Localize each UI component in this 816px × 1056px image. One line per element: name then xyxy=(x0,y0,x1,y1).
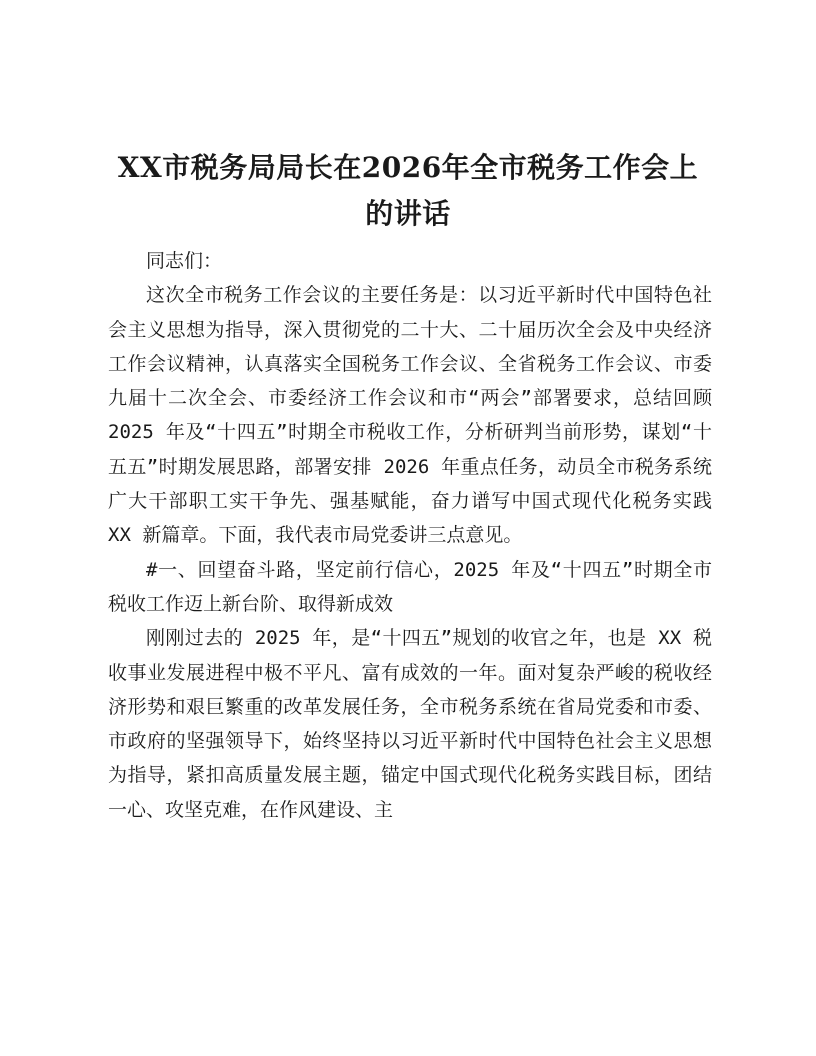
salutation-paragraph: 同志们： xyxy=(146,250,223,272)
section-heading-1: #一、回望奋斗路，坚定前行信心，2025 年及“十四五”时期全市税收工作迈上新台阶、取得新成效 xyxy=(108,558,712,615)
document-title: XX市税务局局长在2026年全市税务工作会上的讲话 xyxy=(117,151,699,230)
intro-paragraph: 这次全市税务工作会议的主要任务是：以习近平新时代中国特色社会主义思想为指导，深入贯彻党的二十大、二十届历次全会及中央经济工作会议精神，认真落实全国税务工作会议、全省税务工作会议、市委九届十二次全会、市委经济工作会议和市“两会”部署要求，总结回顾 2025 年及“十四五”时期全市税收工作，分析研判当前形势，谋划“十五五”时期发展思路，部署安排 2026 年重点任务，动员全市税务系统广大干部职工实干争先、强基赋能，奋力谱写中国式现代化税务实践 XX 新篇章。下面，我代表市局党委讲三点意见。 xyxy=(108,284,712,547)
section-paragraph: 刚刚过去的 2025 年，是“十四五”规划的收官之年，也是 XX 税收事业发展进程中极不平凡、富有成效的一年。面对复杂严峻的税收经济形势和艰巨繁重的改革发展任务，全市税务系统在省局党委和市委、市政府的坚强领导下，始终坚持以习近平新时代中国特色社会主义思想为指导，紧扣高质量发展主题，锚定中国式现代化税务实践目标，团结一心、攻坚克难，在作风建设、主 xyxy=(108,627,712,821)
document-body xyxy=(108,244,712,827)
